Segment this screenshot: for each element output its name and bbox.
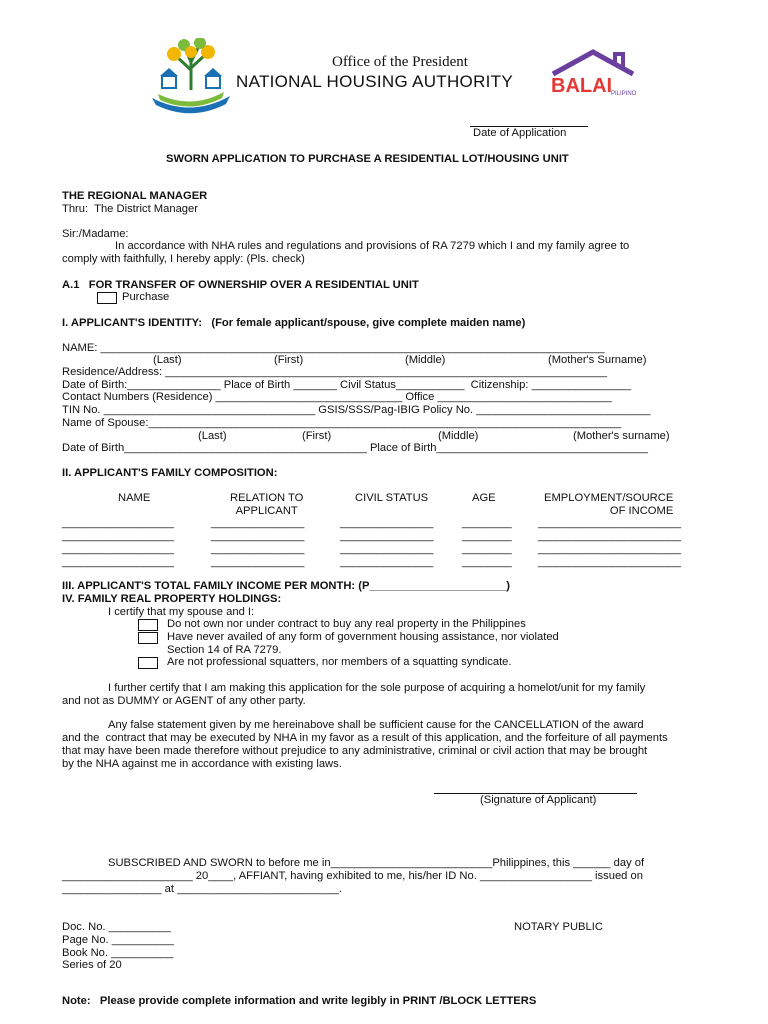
doc-no[interactable]: Doc. No. __________: [62, 921, 171, 933]
false-stmt-line3: that may have been made therefore without prejudice to any administrative, criminal or civil action that may be brought: [62, 745, 648, 757]
col-name: NAME: [118, 492, 151, 504]
no-assistance-checkbox[interactable]: [138, 632, 158, 644]
further-line1: I further certify that I am making this application for the sole purpose of acquiring a homelot/unit for my family: [108, 682, 646, 694]
page-no[interactable]: Page No. __________: [62, 934, 174, 946]
section-iv-heading: IV. FAMILY REAL PROPERTY HOLDINGS:: [62, 593, 282, 605]
balai-logo: [545, 48, 641, 100]
no-property-checkbox[interactable]: [138, 619, 158, 631]
form-title: SWORN APPLICATION TO PURCHASE A RESIDENTIAL LOT/HOUSING UNIT: [166, 153, 569, 165]
name-sub-mother: (Mother's Surname): [548, 354, 647, 366]
notary-public-label: NOTARY PUBLIC: [514, 921, 603, 933]
spouse-sub-middle: (Middle): [438, 430, 479, 442]
no-assistance-label: Have never availed of any form of government housing assistance, nor violated: [167, 631, 559, 643]
no-property-label: Do not own nor under contract to buy any real property in the Philippines: [167, 618, 526, 630]
section-a1-heading: A.1 FOR TRANSFER OF OWNERSHIP OVER A RESIDENTIAL UNIT: [62, 279, 419, 291]
date-label: Date of Application: [473, 127, 567, 139]
residence-field[interactable]: Residence/Address: _______________________________________________________________________: [62, 366, 607, 378]
name-sub-last: (Last): [153, 354, 182, 366]
row-employment-blank[interactable]: _______________________: [538, 543, 682, 555]
purchase-label: Purchase: [122, 291, 170, 303]
row-age-blank[interactable]: ________: [462, 517, 512, 529]
row-name-blank[interactable]: __________________: [62, 543, 174, 555]
col-age: AGE: [472, 492, 496, 504]
row-civil-blank[interactable]: _______________: [340, 517, 434, 529]
series-of: Series of 20: [62, 959, 122, 971]
section-ii-heading: II. APPLICANT'S FAMILY COMPOSITION:: [62, 467, 278, 479]
row-relation-blank[interactable]: _______________: [211, 556, 305, 568]
certify-text: I certify that my spouse and I:: [108, 606, 255, 618]
office-of-president: Office of the President: [332, 54, 468, 70]
addressee-line2: Thru: The District Manager: [62, 203, 198, 215]
spouse-sub-last: (Last): [198, 430, 227, 442]
row-name-blank[interactable]: __________________: [62, 530, 174, 542]
row-name-blank[interactable]: __________________: [62, 517, 174, 529]
no-assistance-label-cont: Section 14 of RA 7279.: [167, 644, 282, 656]
addressee-line1: THE REGIONAL MANAGER: [62, 190, 208, 202]
col-relation: RELATION TO APPLICANT: [230, 492, 304, 517]
row-age-blank[interactable]: ________: [462, 543, 512, 555]
false-stmt-line4: by the NHA against me in accordance with existing laws.: [62, 758, 342, 770]
purchase-checkbox[interactable]: [97, 292, 117, 304]
balai-logo-text: BALAI: [551, 75, 613, 97]
book-no[interactable]: Book No. __________: [62, 947, 174, 959]
spouse-sub-first: (First): [302, 430, 332, 442]
agency-name: NATIONAL HOUSING AUTHORITY: [236, 72, 513, 91]
balai-sub-text: PILIPINO: [611, 91, 637, 97]
name-field[interactable]: NAME: _________________________________________________________________________________: [62, 342, 605, 354]
signature-label: (Signature of Applicant): [480, 794, 597, 806]
row-employment-blank[interactable]: _______________________: [538, 517, 682, 529]
jurat-line3[interactable]: ________________ at __________________________.: [62, 883, 342, 895]
jurat-line2[interactable]: _____________________ 20____, AFFIANT, having exhibited to me, his/her ID No. __________________ issued on: [62, 870, 643, 882]
row-relation-blank[interactable]: _______________: [211, 517, 305, 529]
row-civil-blank[interactable]: _______________: [340, 556, 434, 568]
dob-line[interactable]: Date of Birth:_______________ Place of Birth _______ Civil Status___________ Citizenship: ________________: [62, 379, 632, 391]
row-employment-blank[interactable]: _______________________: [538, 556, 682, 568]
spouse-dob-line[interactable]: Date of Birth_______________________________________ Place of Birth__________________________________: [62, 442, 649, 454]
section-iii-heading[interactable]: III. APPLICANT'S TOTAL FAMILY INCOME PER MONTH: (P______________________): [62, 580, 511, 592]
row-age-blank[interactable]: ________: [462, 556, 512, 568]
row-name-blank[interactable]: __________________: [62, 556, 174, 568]
row-employment-blank[interactable]: _______________________: [538, 530, 682, 542]
row-civil-blank[interactable]: _______________: [340, 530, 434, 542]
section-i-heading: I. APPLICANT'S IDENTITY: (For female applicant/spouse, give complete maiden name): [62, 317, 526, 329]
false-stmt-line1: Any false statement given by me hereinabove shall be sufficient cause for the CANCELLATION of the award: [108, 719, 644, 731]
tin-line[interactable]: TIN No. __________________________________ GSIS/SSS/Pag-IBIG Policy No. ____________________________: [62, 404, 651, 416]
not-squatter-label: Are not professional squatters, nor members of a squatting syndicate.: [167, 656, 512, 668]
not-squatter-checkbox[interactable]: [138, 657, 158, 669]
col-civil-status: CIVIL STATUS: [355, 492, 429, 504]
name-sub-middle: (Middle): [405, 354, 446, 366]
intro-line1: In accordance with NHA rules and regulations and provisions of RA 7279 which I and my family agree to: [115, 240, 630, 252]
nha-tree-logo: [148, 38, 234, 114]
row-relation-blank[interactable]: _______________: [211, 530, 305, 542]
row-civil-blank[interactable]: _______________: [340, 543, 434, 555]
col-employment: EMPLOYMENT/SOURCE OF INCOME: [544, 492, 674, 517]
name-sub-first: (First): [274, 354, 304, 366]
false-stmt-line2: and the contract that may be executed by NHA in my favor as a result of this application, and the forfeiture of all payments: [62, 732, 668, 744]
spouse-sub-mother: (Mother's surname): [573, 430, 670, 442]
footer-note: Note: Please provide complete information and write legibly in PRINT /BLOCK LETTERS: [62, 995, 537, 1007]
row-age-blank[interactable]: ________: [462, 530, 512, 542]
row-relation-blank[interactable]: _______________: [211, 543, 305, 555]
jurat-line1[interactable]: SUBSCRIBED AND SWORN to before me in__________________________Philippines, this ______ day of: [108, 857, 645, 869]
contact-line[interactable]: Contact Numbers (Residence) ______________________________ Office ____________________________: [62, 391, 612, 403]
intro-line2: comply with faithfully, I hereby apply: (Pls. check): [62, 253, 305, 265]
further-line2: and not as DUMMY or AGENT of any other party.: [62, 695, 306, 707]
salutation: Sir:/Madame:: [62, 228, 129, 240]
spouse-name-field[interactable]: Name of Spouse:____________________________________________________________________________: [62, 417, 622, 429]
